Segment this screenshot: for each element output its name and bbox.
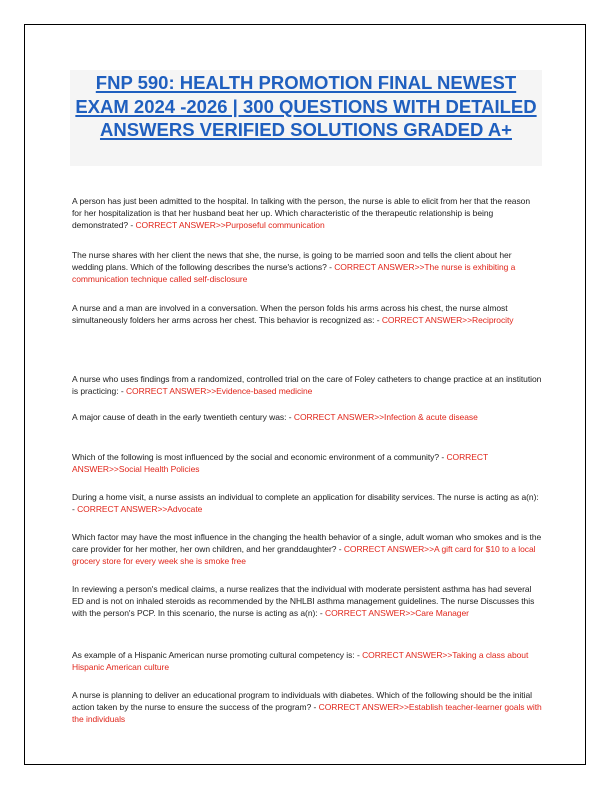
answer-text: CORRECT ANSWER>>Taking a class about Hispanic American culture xyxy=(72,649,529,672)
qa-item xyxy=(72,649,542,674)
question-text: Which of the following is most influenced by the social and economic environment of a community? - xyxy=(72,451,447,462)
answer-text: CORRECT ANSWER>>The nurse is exhibiting a communication technique called self-disclosure xyxy=(72,261,516,285)
qa-item xyxy=(72,411,542,423)
qa-item xyxy=(72,249,542,286)
question-text: As example of a Hispanic American nurse promoting cultural competency is: - xyxy=(72,649,363,660)
answer-text: CORRECT ANSWER>>Advocate xyxy=(77,503,203,514)
answer-text: CORRECT ANSWER>>Establish teacher-learner goals with the individuals xyxy=(72,701,542,725)
question-text: A major cause of death in the early twentieth century was: - xyxy=(72,411,294,422)
document-title: FNP 590: HEALTH PROMOTION FINAL NEWEST EXAM 2024 -2026 | 300 QUESTIONS WITH DETAILED ANSWERS VERIFIED SOLUTIONS GRADED A+ xyxy=(75,72,537,140)
question-text: A nurse is planning to deliver an educational program to individuals with diabetes. Which of the following should be the initial action taken by the nurse to ensure the success of the program? - xyxy=(72,689,532,712)
qa-item xyxy=(72,373,542,398)
qa-item xyxy=(72,302,542,327)
answer-text: CORRECT ANSWER>>Reciprocity xyxy=(381,314,514,325)
question-text: In reviewing a person's medical claims, a nurse realizes that the individual with moderate persistent asthma has had several ED and is not on inhaled steroids as recommended by the NHLBI asthma management guidelines. The nurse Discusses this with the person's PCP. In this scenario, the nurse is acting as a(n): - xyxy=(72,583,535,619)
answer-text: CORRECT ANSWER>>Social Health Policies xyxy=(72,451,488,474)
qa-item xyxy=(72,451,542,476)
answer-text: CORRECT ANSWER>>Evidence-based medicine xyxy=(125,385,313,396)
answer-text: CORRECT ANSWER>>Care Manager xyxy=(325,608,469,619)
qa-item xyxy=(72,583,542,620)
qa-item xyxy=(72,491,542,516)
qa-item xyxy=(72,195,542,232)
qa-item xyxy=(72,531,542,568)
question-text: Which factor may have the most influence in the changing the health behavior of a single, adult woman who smokes and is the care provider for her mother, her own children, and her granddaughter? - xyxy=(72,531,542,554)
qa-item xyxy=(72,689,542,726)
answer-text: CORRECT ANSWER>>Infection & acute disease xyxy=(293,411,478,422)
answer-text: CORRECT ANSWER>>Purposeful communication xyxy=(135,220,325,231)
question-text: A nurse and a man are involved in a conversation. When the person folds his arms across his chest, the nurse almost simultaneously folders her arms across her chest. This behavior is recognized as: - xyxy=(72,302,508,325)
question-text: During a home visit, a nurse assists an individual to complete an application for disability services. The nurse is acting as a(n): - xyxy=(72,491,539,514)
question-text: The nurse shares with her client the news that she, the nurse, is going to be married soon and tells the client about her wedding plans. Which of the following describes the nurse's actions? - xyxy=(72,249,512,272)
answer-text: CORRECT ANSWER>>A gift card for $10 to a local grocery store for every week she is smoke free xyxy=(72,543,536,567)
question-text: A person has just been admitted to the hospital. In talking with the person, the nurse is able to elicit from her that the reason for her hospitalization is that her husband beat her up. Which characteristic of the therapeutic relationship is being demonstrated? - xyxy=(72,195,531,231)
question-text: A nurse who uses findings from a randomized, controlled trial on the care of Foley catheters to change practice at an institution is practicing: - xyxy=(72,373,542,396)
